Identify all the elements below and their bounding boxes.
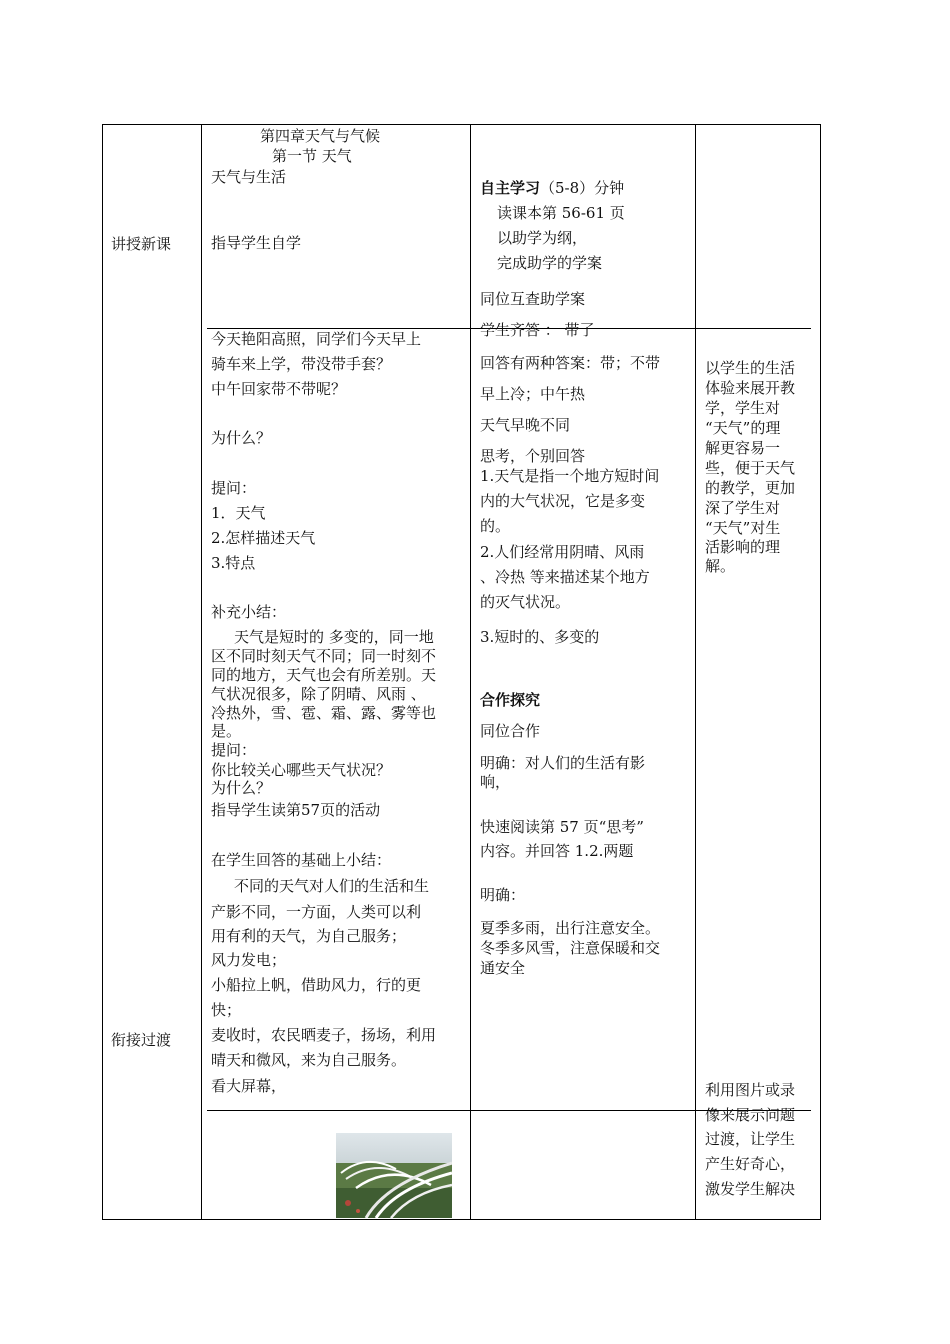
teacher-line: 提问： xyxy=(211,741,257,759)
note-line: 活影响的理 xyxy=(705,538,781,556)
note-line: 学，学生对 xyxy=(705,399,781,417)
student-line: 明确：对人们的生活有影 xyxy=(480,754,646,772)
note-line: 解更容易一 xyxy=(705,439,781,457)
label-new-lesson: 讲授新课 xyxy=(111,235,172,253)
column-divider-1 xyxy=(201,124,202,1220)
lesson-table xyxy=(102,124,821,1220)
note-line: 体验来展开教 xyxy=(705,379,796,397)
chapter-title: 第四章天气与气候 xyxy=(260,127,381,145)
teacher-line: 是。 xyxy=(211,722,242,740)
student-line: 明确： xyxy=(480,886,526,904)
note-line: 过渡，让学生 xyxy=(705,1130,796,1148)
student-line: 内容。并回答 1.2.两题 xyxy=(480,842,634,860)
topic-title: 天气与生活 xyxy=(211,168,287,186)
column-divider-3 xyxy=(695,124,696,1220)
student-line: 完成助学的学案 xyxy=(497,254,603,272)
teacher-line: 区不同时刻天气不同；同一时刻不 xyxy=(211,647,437,665)
teacher-line: 天气是短时的 多变的，同一地 xyxy=(234,628,434,646)
student-line: 1.天气是指一个地方短时间 xyxy=(480,467,660,485)
greenhouse-photo xyxy=(336,1133,452,1218)
teacher-line: 风力发电； xyxy=(211,951,287,969)
note-line: 激发学生解决 xyxy=(705,1180,796,1198)
student-line: 思考，个别回答 xyxy=(480,447,586,465)
student-line: 读课本第 56-61 页 xyxy=(497,204,625,222)
teacher-line: 冷热外，雪、雹、霜、露、雾等也 xyxy=(211,704,437,722)
teacher-line: 晴天和微风，来为自己服务。 xyxy=(211,1051,407,1069)
teacher-line: 用有利的天气，为自己服务； xyxy=(211,927,407,945)
student-line: 早上冷；中午热 xyxy=(480,385,586,403)
teacher-line: 1．天气 xyxy=(211,504,266,522)
teacher-line: 为什么？ xyxy=(211,779,272,797)
self-study-duration: （5-8）分钟 xyxy=(540,179,625,197)
teacher-line: 骑车来上学，带没带手套？ xyxy=(211,355,392,373)
note-line: “天气”的理 xyxy=(705,419,781,437)
student-line: 以助学为纲， xyxy=(497,229,588,247)
student-line: 学生齐答 ： 带了 xyxy=(480,321,595,339)
teacher-line: 看大屏幕， xyxy=(211,1077,287,1095)
teacher-line: 在学生回答的基础上小结： xyxy=(211,851,392,869)
note-line: 深了学生对 xyxy=(705,499,781,517)
teacher-line: 麦收时，农民晒麦子，扬场，利用 xyxy=(211,1026,437,1044)
student-line: 回答有两种答案：带；不带 xyxy=(480,354,661,372)
teacher-line: 中午回家带不带呢？ xyxy=(211,380,347,398)
label-transition: 衔接过渡 xyxy=(111,1031,172,1049)
teacher-line: 产影不同，一方面，人类可以利 xyxy=(211,903,422,921)
student-line: 同位互查助学案 xyxy=(480,290,586,308)
note-line: 像来展示问题 xyxy=(705,1106,796,1124)
student-line: 2.人们经常用阴晴、风雨 xyxy=(480,543,645,561)
student-line: 响， xyxy=(480,773,511,791)
note-line: “天气”对生 xyxy=(705,519,781,537)
teacher-line: 快； xyxy=(211,1001,242,1019)
teacher-line: 气状况很多，除了阴晴、风雨 、 xyxy=(211,685,426,703)
greenhouse-photo-art xyxy=(336,1133,452,1218)
student-line: 通安全 xyxy=(480,959,526,977)
teacher-line: 为什么？ xyxy=(211,429,272,447)
self-study-heading xyxy=(480,178,624,198)
cooperative-heading: 合作探究 xyxy=(480,691,541,709)
teacher-line: 提问： xyxy=(211,479,257,497)
column-divider-2 xyxy=(470,124,471,1220)
note-line: 以学生的生活 xyxy=(705,359,796,377)
student-line: 冬季多风雪，注意保暖和交 xyxy=(480,939,661,957)
student-line: 、冷热 等来描述某个地方 xyxy=(480,568,650,586)
teacher-line: 同的地方，天气也会有所差别。天 xyxy=(211,666,437,684)
note-line: 的教学，更加 xyxy=(705,479,796,497)
guide-text: 指导学生自学 xyxy=(211,234,302,252)
note-line: 些，便于天气 xyxy=(705,459,796,477)
note-line: 解。 xyxy=(705,557,736,575)
teacher-line: 指导学生读第57页的活动 xyxy=(211,801,381,819)
student-line: 的灭气状况。 xyxy=(480,593,571,611)
teacher-line: 补充小结： xyxy=(211,603,287,621)
section-title: 第一节 天气 xyxy=(272,147,352,165)
student-line: 内的大气状况，它是多变 xyxy=(480,492,646,510)
note-line: 产生好奇心， xyxy=(705,1155,796,1173)
student-line: 夏季多雨，出行注意安全。 xyxy=(480,919,661,937)
student-line: 天气早晚不同 xyxy=(480,416,571,434)
teacher-line: 你比较关心哪些天气状况？ xyxy=(211,761,392,779)
student-line: 3.短时的、多变的 xyxy=(480,628,600,646)
teacher-line: 2.怎样描述天气 xyxy=(211,529,316,547)
student-line: 的。 xyxy=(480,517,511,535)
teacher-line: 不同的天气对人们的生活和生 xyxy=(234,877,430,895)
student-line: 同位合作 xyxy=(480,722,541,740)
note-line: 利用图片或录 xyxy=(705,1081,796,1099)
student-line: 快速阅读第 57 页“思考” xyxy=(480,818,644,836)
self-study-label: 自主学习 xyxy=(480,179,541,197)
teacher-line: 3.特点 xyxy=(211,554,256,572)
teacher-line: 小船拉上帆，借助风力，行的更 xyxy=(211,976,422,994)
teacher-line: 今天艳阳高照，同学们今天早上 xyxy=(211,330,422,348)
